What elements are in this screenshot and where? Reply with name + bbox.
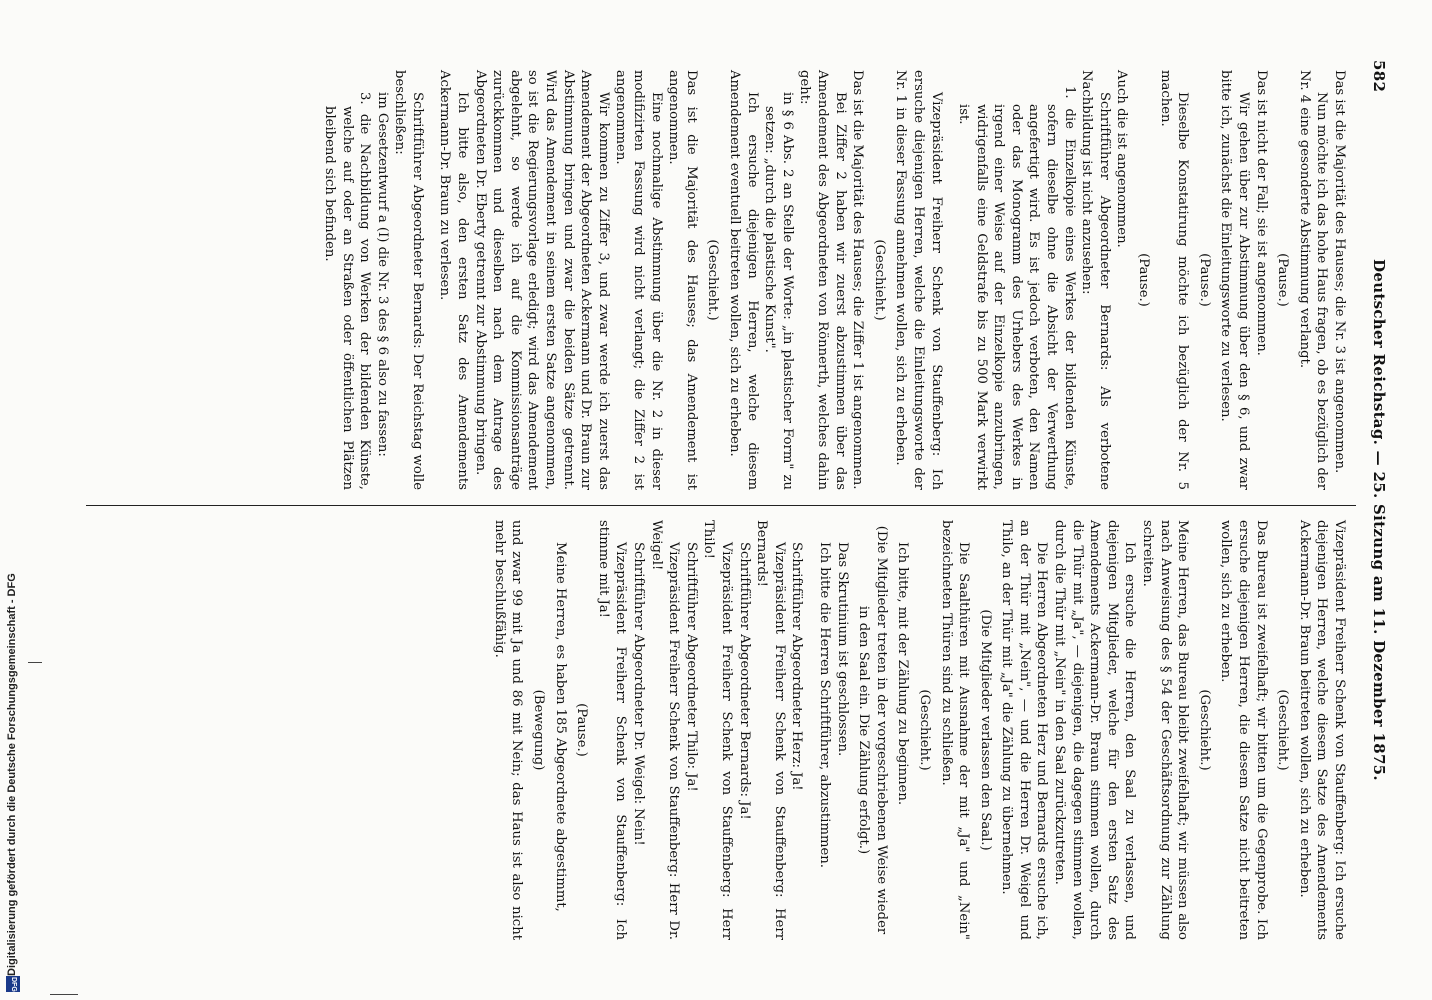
paragraph: Ich bitte die Herren Schriftführer, abzustimmen. <box>816 542 832 868</box>
paragraph: Das ist die Majorität des Hauses; die Nr. 3 ist angenommen. <box>1332 70 1347 474</box>
paragraph: (Geschieht.) <box>1275 689 1291 771</box>
dfg-logo: DFG <box>6 976 20 992</box>
paragraph: Schriftführer Abgeordneter Thilo: Ja! <box>683 542 699 792</box>
paragraph: Bei Ziffer 2 haben wir zuerst abzustimmen über das Amendement des Abgeordneten von Rönnerth, welches dahin geht: <box>797 70 848 490</box>
paragraph: Das Skrutinium ist geschlossen. <box>834 542 850 757</box>
paragraph: Schriftführer Abgeordneter Bernards: Als verbotene Nachbildung ist nicht anzusehen: <box>1079 70 1112 490</box>
page-number: 582 <box>1370 60 1388 93</box>
paragraph: (Geschieht.) <box>705 239 721 321</box>
paragraph: Vizepräsident Freiherr Schenk von Stauffenberg: Ich ersuche diejenigen Herren, welche diesem Satze des Amendements Ackermann-Dr. Braun beitreten wollen, sich zu erheben. <box>1296 520 1347 940</box>
paragraph: Vizepräsident Freiherr Schenk von Stauffenberg: Herr Bernards! <box>754 520 787 940</box>
paragraph: Vizepräsident Freiherr Schenk von Stauffenberg: Ich stimme mit Ja! <box>595 520 629 940</box>
paragraph: und zwar 99 mit Ja und 86 mit Nein; das Haus ist also nicht mehr beschlußfähig. <box>491 520 525 940</box>
paragraph: (Die Mitglieder verlassen den Saal.) <box>977 609 993 851</box>
paragraph: (Bewegung) <box>531 689 547 771</box>
paragraph: (Geschieht.) <box>916 689 932 771</box>
paragraph: Meine Herren, das Bureau bleibt zweifelhaft; wir müssen also nach Anweisung des § 54 der Geschäftsordnung zur Zählung schreiten. <box>1140 520 1191 940</box>
digitization-notice: Digitalisierung gefördert durch die Deutsche Forschungsgemeinschaft - DFG <box>6 573 18 976</box>
paragraph: Die Herren Abgeordneten Herz und Bernards ersuche ich, an der Thür mit „Nein", — und die Herren Dr. Weigel und Thilo, an der Thür mit „Ja" die Zählung zu übernehmen. <box>999 520 1050 940</box>
paragraph: Vizepräsident Freiherr Schenk von Stauffenberg: Ich ersuche diejenigen Herren, welche die Einleitungsworte der Nr. 1 in dieser Fassung annehmen wollen, sich zu erheben. <box>893 70 944 490</box>
paragraph: Nun möchte ich das hohe Haus fragen, ob es bezüglich der Nr. 4 eine gesonderte Abstimmung verlangt. <box>1296 70 1330 490</box>
paragraph: Das ist nicht der Fall; sie ist angenommen. <box>1253 70 1269 356</box>
right-column <box>490 520 1348 940</box>
paragraph: Vizepräsident Freiherr Schenk von Stauffenberg: Herr Thilo! <box>701 520 734 940</box>
paragraph: (Die Mitglieder treten in der vorgeschriebenen Weise wieder in den Saal ein. Die Zählung erfolgt.) <box>856 525 889 935</box>
column-divider <box>86 505 1356 506</box>
scan-mark <box>28 662 42 663</box>
paragraph: Dieselbe Konstatirung möchte ich bezüglich der Nr. 5 machen. <box>1157 70 1191 490</box>
page-header <box>1362 60 1388 980</box>
paragraph: Das ist die Majorität des Hauses; das Amendement ist angenommen. <box>666 70 699 490</box>
paragraph: Ich ersuche diejenigen Herren, welche diesem Amendement eventuell beitreten wollen, sich zu erheben. <box>727 70 760 490</box>
paragraph: Schriftführer Abgeordneter Bernards: Der Reichstag wolle beschließen: <box>392 70 425 490</box>
paragraph: Ich bitte, mit der Zählung zu beginnen. <box>895 542 911 806</box>
paragraph: (Geschieht.) <box>871 239 887 321</box>
paragraph: Schriftführer Abgeordneter Herz: Ja! <box>789 542 805 791</box>
paragraph: Vizepräsident Freiherr Schenk von Stauffenberg: Herr Dr. Weigel! <box>648 520 682 940</box>
paragraph: in § 6 Abs. 2 an Stelle der Worte: „in plastischer Form" zu setzen: „durch die plastische Kunst". <box>762 92 795 490</box>
paragraph: Wir kommen zu Ziffer 3, und zwar werde ich zuerst das Amendement der Abgeordneten Ackermann und Dr. Braun zur Abstimmung bringen und zwar die beiden Sätze getrennt. Wird das Amendement in seinem ersten Satze angenommen, so ist die Regierungsvorlage erledigt; wird das Amendement abgelehnt, so werde ich auf die Kommissionsanträge zurückkommen und dieselben nach dem Antrage des Abgeordneten Dr. Eberty getrennt zur Abstimmung bringen. <box>472 70 611 490</box>
paragraph: Schriftführer Abgeordneter Bernards: Ja! <box>736 542 752 820</box>
scan-mark <box>50 994 78 995</box>
paragraph: Die Saalthüren mit Ausnahme der mit „Ja" und „Nein" bezeichneten Thüren sind zu schließen. <box>938 520 972 940</box>
footer-strip <box>4 0 24 994</box>
paragraph: Schriftführer Abgeordneter Dr. Weigel: Nein! <box>631 542 647 846</box>
running-title: Deutscher Reichstag. — 25. Sitzung am 11. Dezember 1875. <box>1370 259 1388 781</box>
paragraph: (Pause.) <box>1136 253 1152 307</box>
paragraph: Das ist die Majorität des Hauses; die Ziffer 1 ist angenommen. <box>850 70 866 490</box>
paragraph: (Geschieht.) <box>1196 689 1212 771</box>
paragraph: (Pause.) <box>1275 253 1291 307</box>
left-column <box>320 70 1348 490</box>
paragraph: 1. die Einzelkopie eines Werkes der bildenden Künste, sofern dieselbe ohne die Absicht der Verwerthung angefertigt wird. Es ist jedoch verboten, den Namen oder das Monogramm des Urhebers des Werkes in irgend einer Weise auf der Einzelkopie anzubringen, widrigenfalls eine Geldstrafe bis zu 500 Mark verwirkt ist. <box>956 86 1077 490</box>
paragraph: Ich ersuche die Herren, den Saal zu verlassen, und diejenigen Mitglieder, welche für den ersten Satz des Amendements Ackermann-Dr. Braun stimmen wollen, durch die Thür mit „Ja", — diejenigen, die dagegen stimmen wollen, durch die Thür mit „Nein" in den Saal zurückzutreten. <box>1052 520 1138 940</box>
paragraph: Das Bureau ist zweifelhaft; wir bitten um die Gegenprobe. Ich ersuche diejenigen Herren, die diesem Satze nicht beitreten wollen, sich zu erheben. <box>1218 520 1269 940</box>
paragraph: Wir gehen über zur Abstimmung über den § 6, und zwar bitte ich, zunächst die Einleitungsworte zu verlesen. <box>1218 70 1252 490</box>
paragraph: 3. die Nachbildung von Werken der bildenden Künste, welche auf oder an Straßen oder öffentlichen Plätzen bleibend sich befinden. <box>321 92 373 490</box>
paragraph: im Gesetzentwurf a (I) die Nr. 3 des § 6 also zu fassen: <box>374 92 390 457</box>
paragraph: Meine Herren, es haben 185 Abgeordnete abgestimmt, <box>552 542 568 912</box>
paragraph: Ich bitte also, den ersten Satz des Amendements Ackermann-Dr. Braun zu verlesen. <box>437 70 471 490</box>
paragraph: Eine nochmalige Abstimmung über die Nr. 2 in dieser modifizirten Fassung wird nicht verlangt; die Ziffer 2 ist angenommen. <box>613 70 664 490</box>
paragraph: (Pause.) <box>1196 253 1212 307</box>
paragraph: Auch die ist angenommen. <box>1114 70 1130 248</box>
paragraph: (Pause.) <box>574 703 590 757</box>
